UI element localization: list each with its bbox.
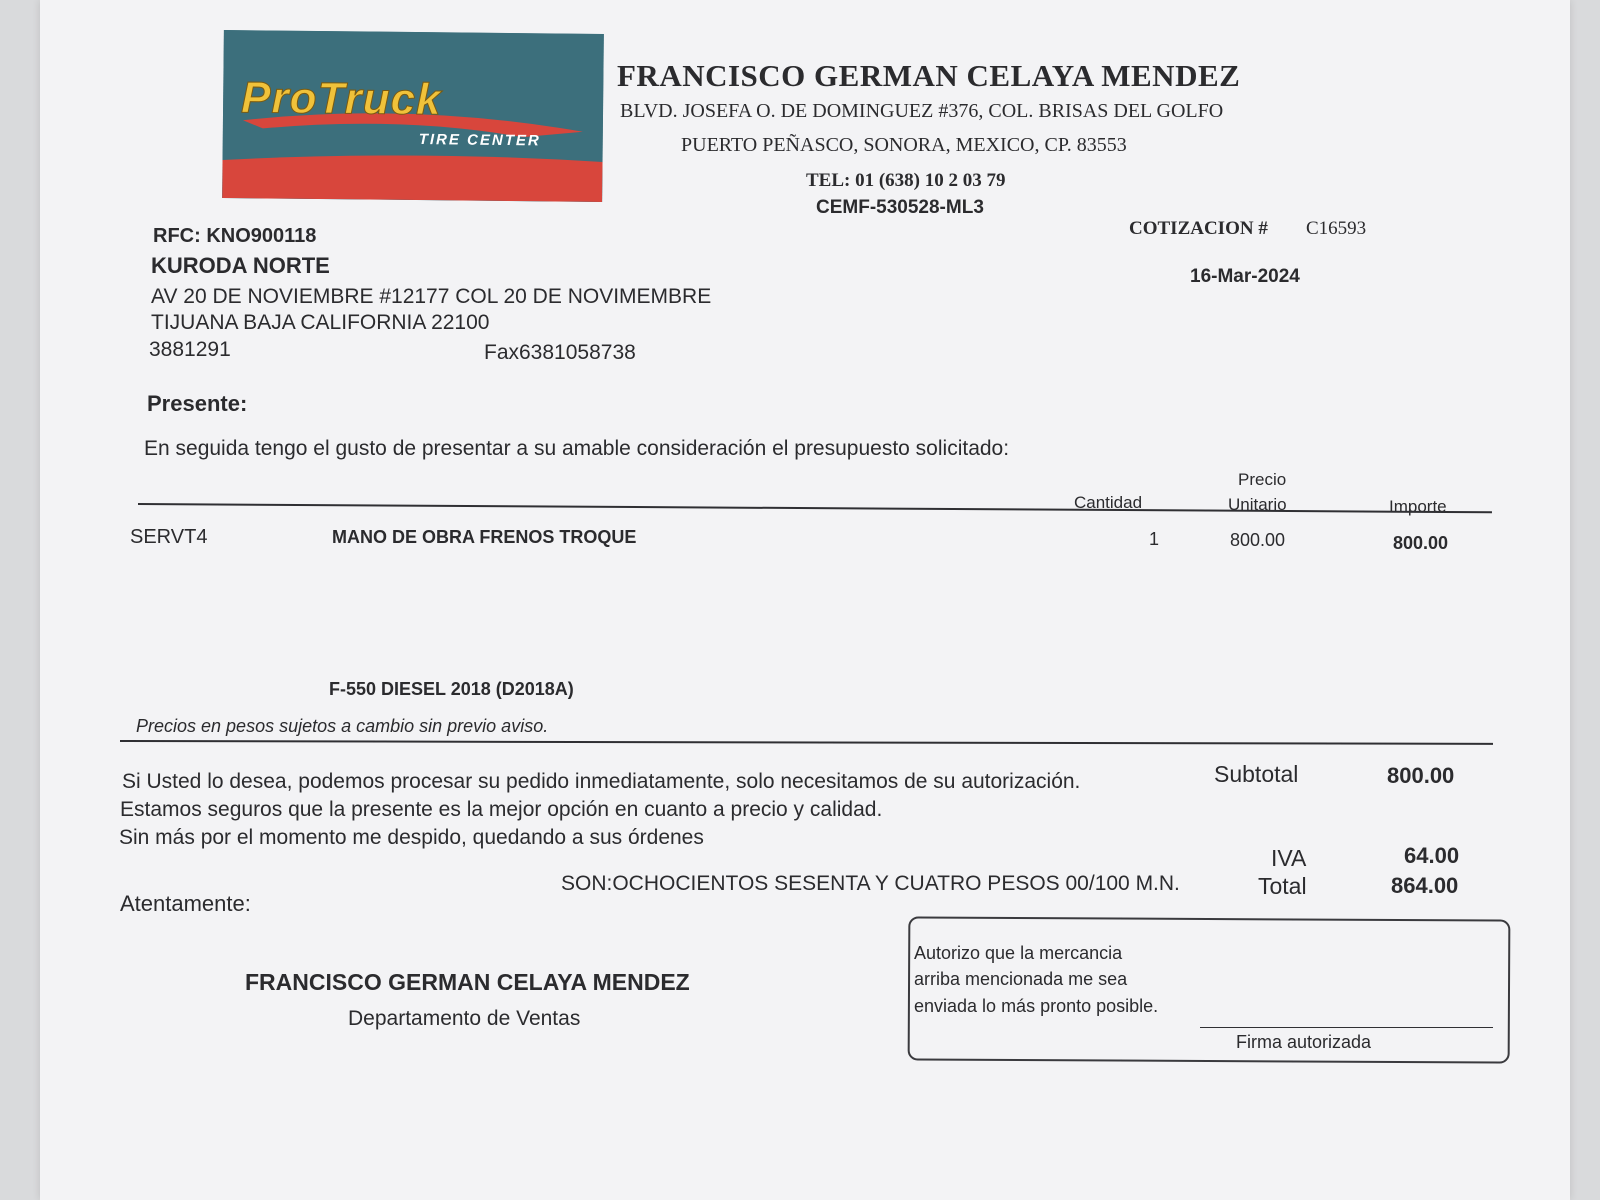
header-precio-line2: Unitario [1228,495,1287,514]
salutation: Atentamente: [120,891,251,916]
quote-date: 16-Mar-2024 [1190,266,1300,287]
signer-department: Departamento de Ventas [348,1007,581,1030]
logo-brand-text: ProTruck [240,73,442,125]
closing-line2: Estamos seguros que la presente es la mejor opción en cuanto a precio y calidad. [120,798,883,821]
quote-number: C16593 [1306,218,1367,239]
table-header-rule [138,503,1492,513]
item-unit-price: 800.00 [1230,530,1286,550]
client-name: KURODA NORTE [151,253,330,278]
company-phone: TEL: 01 (638) 10 2 03 79 [806,170,1006,191]
quote-number-label: COTIZACION # [1129,218,1268,239]
authorization-line1: Autorizo que la mercancia [914,943,1123,963]
header-precio-line1: Precio [1238,470,1287,489]
iva-label: IVA [1271,845,1307,871]
item-amount: 800.00 [1393,533,1449,553]
amount-in-words: SON:OCHOCIENTOS SESENTA Y CUATRO PESOS 00/100 M.N. [561,872,1180,895]
client-address-line1: AV 20 DE NOVIEMBRE #12177 COL 20 DE NOVIMEMBRE [151,285,712,308]
authorization-line2: arriba mencionada me sea [914,969,1128,989]
total-label: Total [1258,873,1307,899]
client-phone: 3881291 [149,338,231,361]
subtotal-value: 800.00 [1387,763,1455,788]
client-address-line2: TIJUANA BAJA CALIFORNIA 22100 [151,311,490,334]
total-value: 864.00 [1391,873,1459,898]
item-quantity: 1 [1149,529,1160,549]
company-address-line2: PUERTO PEÑASCO, SONORA, MEXICO, CP. 83553 [681,134,1127,156]
item-description: MANO DE OBRA FRENOS TROQUE [332,527,637,547]
subtotal-label: Subtotal [1214,761,1299,787]
iva-value: 64.00 [1404,843,1460,868]
signer-name: FRANCISCO GERMAN CELAYA MENDEZ [245,969,690,995]
logo-subtitle-text: TIRE CENTER [418,131,541,150]
header-importe: Importe [1389,497,1447,516]
authorization-line3: enviada lo más pronto posible. [914,996,1159,1016]
closing-line3: Sin más por el momento me despido, quedando a sus órdenes [119,826,704,849]
issuer-rfc: CEMF-530528-ML3 [816,197,984,218]
vehicle-note: F-550 DIESEL 2018 (D2018A) [329,679,574,699]
company-name: FRANCISCO GERMAN CELAYA MENDEZ [617,58,1241,93]
protruck-logo [222,30,604,202]
intro-text: En seguida tengo el gusto de presentar a su amable consideración el presupuesto solicitado: [144,437,1010,460]
logo-graphic [222,30,604,202]
client-rfc: RFC: KNO900118 [153,225,317,247]
closing-line1: Si Usted lo desea, podemos procesar su pedido inmediatamente, solo necesitamos de su autorización. [122,770,1081,793]
logo-stripe-bottom [222,153,602,202]
quote-sheet [40,0,1570,1200]
table-bottom-rule [120,740,1493,745]
item-code: SERVT4 [130,526,208,548]
price-disclaimer: Precios en pesos sujetos a cambio sin previo aviso. [136,716,549,736]
header-cantidad: Cantidad [1074,493,1143,512]
signature-label: Firma autorizada [1236,1032,1372,1052]
greeting: Presente: [147,391,248,416]
signature-line [1200,1027,1493,1028]
company-address-line1: BLVD. JOSEFA O. DE DOMINGUEZ #376, COL. BRISAS DEL GOLFO [620,100,1224,122]
client-fax: Fax6381058738 [484,341,636,364]
